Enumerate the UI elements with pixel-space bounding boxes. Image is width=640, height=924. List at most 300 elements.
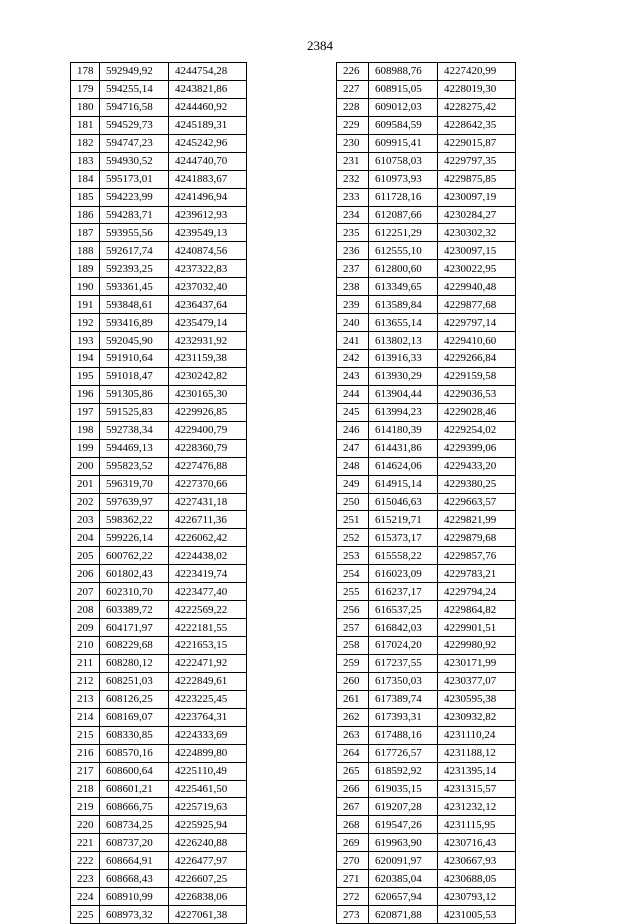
y-coordinate-cell: 4235479,14 <box>169 314 247 332</box>
y-coordinate-cell: 4229926,85 <box>169 403 247 421</box>
x-coordinate-cell: 618592,92 <box>369 762 438 780</box>
y-coordinate-cell: 4231115,95 <box>438 816 516 834</box>
y-coordinate-cell: 4231315,57 <box>438 780 516 798</box>
x-coordinate-cell: 619035,15 <box>369 780 438 798</box>
point-number-cell: 223 <box>71 870 100 888</box>
y-coordinate-cell: 4224333,69 <box>169 726 247 744</box>
table-row <box>337 744 516 762</box>
y-coordinate-cell: 4230716,43 <box>438 834 516 852</box>
table-row <box>337 780 516 798</box>
y-coordinate-cell: 4229380,25 <box>438 475 516 493</box>
table-row <box>337 439 516 457</box>
y-coordinate-cell: 4226838,06 <box>169 888 247 906</box>
point-number-cell: 233 <box>337 188 369 206</box>
point-number-cell: 235 <box>337 224 369 242</box>
y-coordinate-cell: 4227431,18 <box>169 493 247 511</box>
x-coordinate-cell: 593955,56 <box>100 224 169 242</box>
point-number-cell: 258 <box>337 637 369 655</box>
point-number-cell: 226 <box>337 63 369 81</box>
x-coordinate-cell: 591525,83 <box>100 403 169 421</box>
x-coordinate-cell: 614624,06 <box>369 457 438 475</box>
x-coordinate-cell: 608737,20 <box>100 834 169 852</box>
table-row <box>71 852 247 870</box>
point-number-cell: 259 <box>337 654 369 672</box>
x-coordinate-cell: 616023,09 <box>369 565 438 583</box>
x-coordinate-cell: 592045,90 <box>100 332 169 350</box>
point-number-cell: 248 <box>337 457 369 475</box>
point-number-cell: 257 <box>337 619 369 637</box>
point-number-cell: 197 <box>71 403 100 421</box>
x-coordinate-cell: 619963,90 <box>369 834 438 852</box>
table-row <box>337 367 516 385</box>
table-row <box>337 242 516 260</box>
y-coordinate-cell: 4230242,82 <box>169 367 247 385</box>
point-number-cell: 247 <box>337 439 369 457</box>
table-row <box>337 888 516 906</box>
point-number-cell: 186 <box>71 206 100 224</box>
x-coordinate-cell: 614431,86 <box>369 439 438 457</box>
point-number-cell: 198 <box>71 421 100 439</box>
table-row <box>71 206 247 224</box>
x-coordinate-cell: 591910,64 <box>100 350 169 368</box>
table-row <box>337 565 516 583</box>
point-number-cell: 249 <box>337 475 369 493</box>
x-coordinate-cell: 592738,34 <box>100 421 169 439</box>
table-row <box>71 744 247 762</box>
table-row <box>71 798 247 816</box>
y-coordinate-cell: 4229901,51 <box>438 619 516 637</box>
y-coordinate-cell: 4222181,55 <box>169 619 247 637</box>
y-coordinate-cell: 4229797,14 <box>438 314 516 332</box>
y-coordinate-cell: 4229940,48 <box>438 278 516 296</box>
x-coordinate-cell: 592949,92 <box>100 63 169 81</box>
table-row <box>337 708 516 726</box>
x-coordinate-cell: 611728,16 <box>369 188 438 206</box>
table-row <box>337 296 516 314</box>
table-row <box>71 367 247 385</box>
table-row <box>337 116 516 134</box>
point-number-cell: 200 <box>71 457 100 475</box>
point-number-cell: 216 <box>71 744 100 762</box>
table-row <box>71 403 247 421</box>
table-row <box>337 906 516 924</box>
x-coordinate-cell: 593361,45 <box>100 278 169 296</box>
x-coordinate-cell: 615373,17 <box>369 529 438 547</box>
y-coordinate-cell: 4227061,38 <box>169 906 247 924</box>
point-number-cell: 214 <box>71 708 100 726</box>
table-row <box>71 188 247 206</box>
y-coordinate-cell: 4229399,06 <box>438 439 516 457</box>
y-coordinate-cell: 4230688,05 <box>438 870 516 888</box>
x-coordinate-cell: 594469,13 <box>100 439 169 457</box>
x-coordinate-cell: 597639,97 <box>100 493 169 511</box>
y-coordinate-cell: 4226240,88 <box>169 834 247 852</box>
table-row <box>71 565 247 583</box>
x-coordinate-cell: 608229,68 <box>100 637 169 655</box>
table-row <box>337 403 516 421</box>
y-coordinate-cell: 4231188,12 <box>438 744 516 762</box>
point-number-cell: 240 <box>337 314 369 332</box>
y-coordinate-cell: 4229875,85 <box>438 170 516 188</box>
point-number-cell: 271 <box>337 870 369 888</box>
table-row <box>337 852 516 870</box>
table-row <box>71 834 247 852</box>
y-coordinate-cell: 4222471,92 <box>169 654 247 672</box>
page-number: 2384 <box>307 38 333 53</box>
x-coordinate-cell: 608601,21 <box>100 780 169 798</box>
point-number-cell: 264 <box>337 744 369 762</box>
x-coordinate-cell: 593416,89 <box>100 314 169 332</box>
table-row <box>337 224 516 242</box>
point-number-cell: 196 <box>71 385 100 403</box>
point-number-cell: 239 <box>337 296 369 314</box>
table-row <box>71 654 247 672</box>
table-row <box>337 314 516 332</box>
point-number-cell: 207 <box>71 583 100 601</box>
x-coordinate-cell: 612555,10 <box>369 242 438 260</box>
x-coordinate-cell: 617237,55 <box>369 654 438 672</box>
x-coordinate-cell: 598362,22 <box>100 511 169 529</box>
y-coordinate-cell: 4239612,93 <box>169 206 247 224</box>
x-coordinate-cell: 594223,99 <box>100 188 169 206</box>
point-number-cell: 209 <box>71 619 100 637</box>
x-coordinate-cell: 617488,16 <box>369 726 438 744</box>
table-row <box>71 421 247 439</box>
x-coordinate-cell: 616537,25 <box>369 601 438 619</box>
x-coordinate-cell: 595173,01 <box>100 170 169 188</box>
x-coordinate-cell: 613916,33 <box>369 350 438 368</box>
x-coordinate-cell: 601802,43 <box>100 565 169 583</box>
table-row <box>71 726 247 744</box>
x-coordinate-cell: 608666,75 <box>100 798 169 816</box>
table-row <box>71 619 247 637</box>
table-row <box>71 457 247 475</box>
x-coordinate-cell: 613802,13 <box>369 332 438 350</box>
table-row <box>337 654 516 672</box>
y-coordinate-cell: 4230022,95 <box>438 260 516 278</box>
point-number-cell: 204 <box>71 529 100 547</box>
point-number-cell: 270 <box>337 852 369 870</box>
x-coordinate-cell: 608280,12 <box>100 654 169 672</box>
table-row <box>337 332 516 350</box>
x-coordinate-cell: 595823,52 <box>100 457 169 475</box>
point-number-cell: 252 <box>337 529 369 547</box>
x-coordinate-cell: 620871,88 <box>369 906 438 924</box>
y-coordinate-cell: 4241496,94 <box>169 188 247 206</box>
x-coordinate-cell: 608988,76 <box>369 63 438 81</box>
point-number-cell: 242 <box>337 350 369 368</box>
y-coordinate-cell: 4221653,15 <box>169 637 247 655</box>
y-coordinate-cell: 4227476,88 <box>169 457 247 475</box>
y-coordinate-cell: 4231395,14 <box>438 762 516 780</box>
table-row <box>337 493 516 511</box>
table-row <box>337 529 516 547</box>
point-number-cell: 201 <box>71 475 100 493</box>
y-coordinate-cell: 4228275,42 <box>438 98 516 116</box>
y-coordinate-cell: 4230793,12 <box>438 888 516 906</box>
table-row <box>71 63 247 81</box>
point-number-cell: 208 <box>71 601 100 619</box>
table-row <box>71 690 247 708</box>
x-coordinate-cell: 616842,03 <box>369 619 438 637</box>
point-number-cell: 211 <box>71 654 100 672</box>
point-number-cell: 191 <box>71 296 100 314</box>
x-coordinate-cell: 613349,65 <box>369 278 438 296</box>
y-coordinate-cell: 4229410,60 <box>438 332 516 350</box>
point-number-cell: 245 <box>337 403 369 421</box>
point-number-cell: 181 <box>71 116 100 134</box>
x-coordinate-cell: 615558,22 <box>369 547 438 565</box>
x-coordinate-cell: 608251,03 <box>100 672 169 690</box>
y-coordinate-cell: 4232931,92 <box>169 332 247 350</box>
x-coordinate-cell: 617726,57 <box>369 744 438 762</box>
y-coordinate-cell: 4239549,13 <box>169 224 247 242</box>
y-coordinate-cell: 4244754,28 <box>169 63 247 81</box>
point-number-cell: 215 <box>71 726 100 744</box>
point-number-cell: 221 <box>71 834 100 852</box>
y-coordinate-cell: 4236437,64 <box>169 296 247 314</box>
x-coordinate-cell: 591305,86 <box>100 385 169 403</box>
x-coordinate-cell: 609012,03 <box>369 98 438 116</box>
y-coordinate-cell: 4225719,63 <box>169 798 247 816</box>
x-coordinate-cell: 613994,23 <box>369 403 438 421</box>
point-number-cell: 273 <box>337 906 369 924</box>
x-coordinate-cell: 617393,31 <box>369 708 438 726</box>
x-coordinate-cell: 608570,16 <box>100 744 169 762</box>
y-coordinate-cell: 4229783,21 <box>438 565 516 583</box>
point-number-cell: 203 <box>71 511 100 529</box>
x-coordinate-cell: 608330,85 <box>100 726 169 744</box>
point-number-cell: 272 <box>337 888 369 906</box>
x-coordinate-cell: 617024,20 <box>369 637 438 655</box>
table-row <box>71 583 247 601</box>
y-coordinate-cell: 4231005,53 <box>438 906 516 924</box>
point-number-cell: 230 <box>337 134 369 152</box>
x-coordinate-cell: 615219,71 <box>369 511 438 529</box>
y-coordinate-cell: 4229794,24 <box>438 583 516 601</box>
table-row <box>71 780 247 798</box>
y-coordinate-cell: 4240874,56 <box>169 242 247 260</box>
table-row <box>71 529 247 547</box>
x-coordinate-cell: 600762,22 <box>100 547 169 565</box>
x-coordinate-cell: 594747,23 <box>100 134 169 152</box>
point-number-cell: 236 <box>337 242 369 260</box>
y-coordinate-cell: 4228642,35 <box>438 116 516 134</box>
x-coordinate-cell: 613655,14 <box>369 314 438 332</box>
x-coordinate-cell: 616237,17 <box>369 583 438 601</box>
point-number-cell: 267 <box>337 798 369 816</box>
point-number-cell: 243 <box>337 367 369 385</box>
point-number-cell: 182 <box>71 134 100 152</box>
point-number-cell: 192 <box>71 314 100 332</box>
y-coordinate-cell: 4229028,46 <box>438 403 516 421</box>
table-row <box>337 350 516 368</box>
point-number-cell: 228 <box>337 98 369 116</box>
table-row <box>337 206 516 224</box>
x-coordinate-cell: 613904,44 <box>369 385 438 403</box>
y-coordinate-cell: 4226607,25 <box>169 870 247 888</box>
table-row <box>337 421 516 439</box>
y-coordinate-cell: 4228019,30 <box>438 80 516 98</box>
point-number-cell: 199 <box>71 439 100 457</box>
y-coordinate-cell: 4223477,40 <box>169 583 247 601</box>
table-row <box>71 314 247 332</box>
y-coordinate-cell: 4243821,86 <box>169 80 247 98</box>
point-number-cell: 217 <box>71 762 100 780</box>
y-coordinate-cell: 4223764,31 <box>169 708 247 726</box>
x-coordinate-cell: 592393,25 <box>100 260 169 278</box>
table-row <box>71 906 247 924</box>
x-coordinate-cell: 610758,03 <box>369 152 438 170</box>
table-row <box>337 170 516 188</box>
x-coordinate-cell: 593848,61 <box>100 296 169 314</box>
y-coordinate-cell: 4229159,58 <box>438 367 516 385</box>
table-row <box>337 260 516 278</box>
y-coordinate-cell: 4230171,99 <box>438 654 516 672</box>
x-coordinate-cell: 620657,94 <box>369 888 438 906</box>
point-number-cell: 180 <box>71 98 100 116</box>
x-coordinate-cell: 609584,59 <box>369 116 438 134</box>
y-coordinate-cell: 4222849,61 <box>169 672 247 690</box>
table-row <box>71 672 247 690</box>
y-coordinate-cell: 4230302,32 <box>438 224 516 242</box>
point-number-cell: 195 <box>71 367 100 385</box>
point-number-cell: 194 <box>71 350 100 368</box>
table-row <box>71 170 247 188</box>
x-coordinate-cell: 617350,03 <box>369 672 438 690</box>
table-row <box>71 296 247 314</box>
point-number-cell: 237 <box>337 260 369 278</box>
x-coordinate-cell: 614180,39 <box>369 421 438 439</box>
table-row <box>71 475 247 493</box>
point-number-cell: 229 <box>337 116 369 134</box>
y-coordinate-cell: 4229266,84 <box>438 350 516 368</box>
table-row <box>337 457 516 475</box>
y-coordinate-cell: 4245189,31 <box>169 116 247 134</box>
x-coordinate-cell: 613589,84 <box>369 296 438 314</box>
point-number-cell: 234 <box>337 206 369 224</box>
x-coordinate-cell: 608600,64 <box>100 762 169 780</box>
x-coordinate-cell: 604171,97 <box>100 619 169 637</box>
y-coordinate-cell: 4225461,50 <box>169 780 247 798</box>
point-number-cell: 190 <box>71 278 100 296</box>
y-coordinate-cell: 4226062,42 <box>169 529 247 547</box>
table-row <box>71 260 247 278</box>
point-number-cell: 254 <box>337 565 369 583</box>
table-row <box>71 870 247 888</box>
x-coordinate-cell: 610973,93 <box>369 170 438 188</box>
x-coordinate-cell: 594529,73 <box>100 116 169 134</box>
y-coordinate-cell: 4229400,79 <box>169 421 247 439</box>
table-row <box>71 816 247 834</box>
point-number-cell: 262 <box>337 708 369 726</box>
point-number-cell: 213 <box>71 690 100 708</box>
table-row <box>71 637 247 655</box>
table-row <box>337 63 516 81</box>
y-coordinate-cell: 4229254,02 <box>438 421 516 439</box>
table-row <box>71 511 247 529</box>
x-coordinate-cell: 608169,07 <box>100 708 169 726</box>
y-coordinate-cell: 4229864,82 <box>438 601 516 619</box>
table-row <box>71 224 247 242</box>
table-row <box>71 350 247 368</box>
point-number-cell: 266 <box>337 780 369 798</box>
table-row <box>337 278 516 296</box>
x-coordinate-cell: 617389,74 <box>369 690 438 708</box>
x-coordinate-cell: 619207,28 <box>369 798 438 816</box>
x-coordinate-cell: 620091,97 <box>369 852 438 870</box>
x-coordinate-cell: 591018,47 <box>100 367 169 385</box>
point-number-cell: 255 <box>337 583 369 601</box>
point-number-cell: 260 <box>337 672 369 690</box>
x-coordinate-cell: 609915,41 <box>369 134 438 152</box>
point-number-cell: 231 <box>337 152 369 170</box>
point-number-cell: 253 <box>337 547 369 565</box>
y-coordinate-cell: 4229797,35 <box>438 152 516 170</box>
point-number-cell: 218 <box>71 780 100 798</box>
x-coordinate-cell: 608664,91 <box>100 852 169 870</box>
point-number-cell: 206 <box>71 565 100 583</box>
y-coordinate-cell: 4231110,24 <box>438 726 516 744</box>
y-coordinate-cell: 4230595,38 <box>438 690 516 708</box>
table-row <box>71 116 247 134</box>
y-coordinate-cell: 4231159,38 <box>169 350 247 368</box>
y-coordinate-cell: 4229877,68 <box>438 296 516 314</box>
point-number-cell: 269 <box>337 834 369 852</box>
point-number-cell: 225 <box>71 906 100 924</box>
table-row <box>337 834 516 852</box>
table-row <box>71 708 247 726</box>
table-row <box>71 80 247 98</box>
point-number-cell: 261 <box>337 690 369 708</box>
table-row <box>71 762 247 780</box>
x-coordinate-cell: 608126,25 <box>100 690 169 708</box>
y-coordinate-cell: 4229015,87 <box>438 134 516 152</box>
table-row <box>71 493 247 511</box>
table-row <box>71 601 247 619</box>
table-row <box>337 816 516 834</box>
point-number-cell: 256 <box>337 601 369 619</box>
point-number-cell: 232 <box>337 170 369 188</box>
y-coordinate-cell: 4228360,79 <box>169 439 247 457</box>
x-coordinate-cell: 596319,70 <box>100 475 169 493</box>
point-number-cell: 187 <box>71 224 100 242</box>
y-coordinate-cell: 4226711,36 <box>169 511 247 529</box>
x-coordinate-cell: 615046,63 <box>369 493 438 511</box>
point-number-cell: 193 <box>71 332 100 350</box>
x-coordinate-cell: 614915,14 <box>369 475 438 493</box>
table-row <box>337 637 516 655</box>
point-number-cell: 205 <box>71 547 100 565</box>
y-coordinate-cell: 4231232,12 <box>438 798 516 816</box>
point-number-cell: 189 <box>71 260 100 278</box>
x-coordinate-cell: 612251,29 <box>369 224 438 242</box>
y-coordinate-cell: 4244740,70 <box>169 152 247 170</box>
y-coordinate-cell: 4241883,67 <box>169 170 247 188</box>
table-row <box>337 726 516 744</box>
point-number-cell: 183 <box>71 152 100 170</box>
y-coordinate-cell: 4224438,02 <box>169 547 247 565</box>
y-coordinate-cell: 4225925,94 <box>169 816 247 834</box>
coordinates-table-left <box>70 62 247 924</box>
point-number-cell: 210 <box>71 637 100 655</box>
x-coordinate-cell: 599226,14 <box>100 529 169 547</box>
point-number-cell: 185 <box>71 188 100 206</box>
y-coordinate-cell: 4230377,07 <box>438 672 516 690</box>
x-coordinate-cell: 594930,52 <box>100 152 169 170</box>
table-row <box>71 439 247 457</box>
point-number-cell: 251 <box>337 511 369 529</box>
